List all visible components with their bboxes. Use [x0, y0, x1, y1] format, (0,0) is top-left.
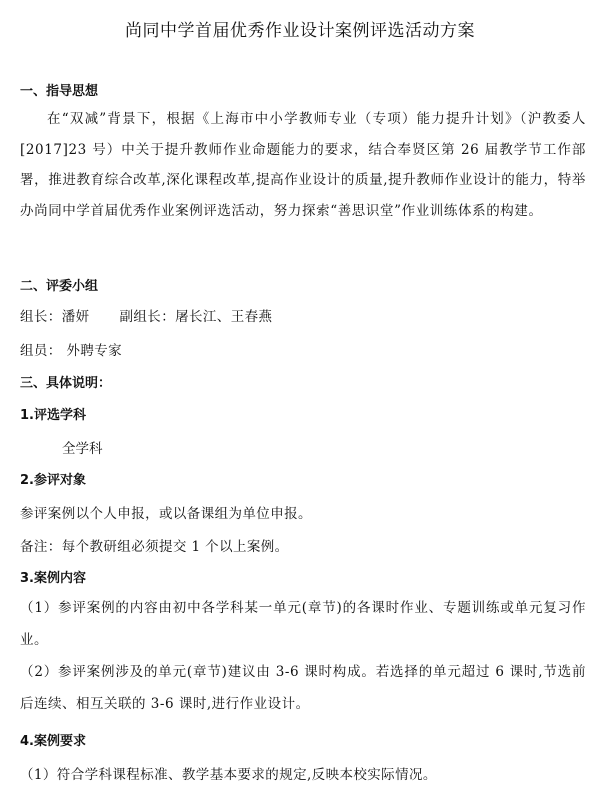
document-title: 尚同中学首届优秀作业设计案例评选活动方案	[125, 21, 475, 41]
content-paragraph-2: （2）参评案例涉及的单元(章节)建议由 3-6 课时构成。若选择的单元超过 6 课时,节选前后连续、相互关联的 3-6 课时,进行作业设计。	[20, 664, 586, 712]
participants-note: 备注：每个教研组必须提交 1 个以上案例。	[20, 539, 289, 555]
section-heading-details: 三、具体说明：	[20, 376, 112, 391]
subsection-heading-subjects: 1.评选学科	[20, 408, 86, 423]
participants-line-1: 参评案例以个人申报，或以备课组为单位申报。	[20, 506, 312, 522]
subsection-heading-content: 3.案例内容	[20, 571, 86, 586]
section-heading-review-committee: 二、评委小组	[20, 279, 99, 294]
guiding-ideology-paragraph: 在“双减”背景下，根据《上海市中小学教师专业（专项）能力提升计划》（沪教委人[2017]23 号）中关于提升教师作业命题能力的要求，结合奉贤区第 26 届教学节工作部署，推进教育综合改革,深化课程改革,提高作业设计的质量,提升教师作业设计的能力，特举办尚同中学首届优秀作业案例评选活动，努力探索“善思识堂”作业训练体系的构建。	[20, 111, 586, 219]
committee-members: 组员： 外聘专家	[20, 343, 122, 359]
subsection-heading-participants: 2.参评对象	[20, 473, 86, 488]
section-heading-guiding-ideology: 一、指导思想	[20, 84, 99, 99]
requirements-line-1: （1）符合学科课程标准、教学基本要求的规定,反映本校实际情况。	[20, 767, 437, 783]
committee-vice-leader: 副组长：屠长江、王春燕	[119, 309, 273, 325]
subjects-value: 全学科	[62, 441, 103, 457]
content-paragraph-1: （1）参评案例的内容由初中各学科某一单元(章节)的各课时作业、专题训练或单元复习作业。	[20, 600, 586, 648]
committee-leaders-line	[20, 305, 272, 325]
subsection-heading-requirements: 4.案例要求	[20, 734, 86, 749]
committee-leader: 组长：潘妍	[20, 309, 90, 325]
